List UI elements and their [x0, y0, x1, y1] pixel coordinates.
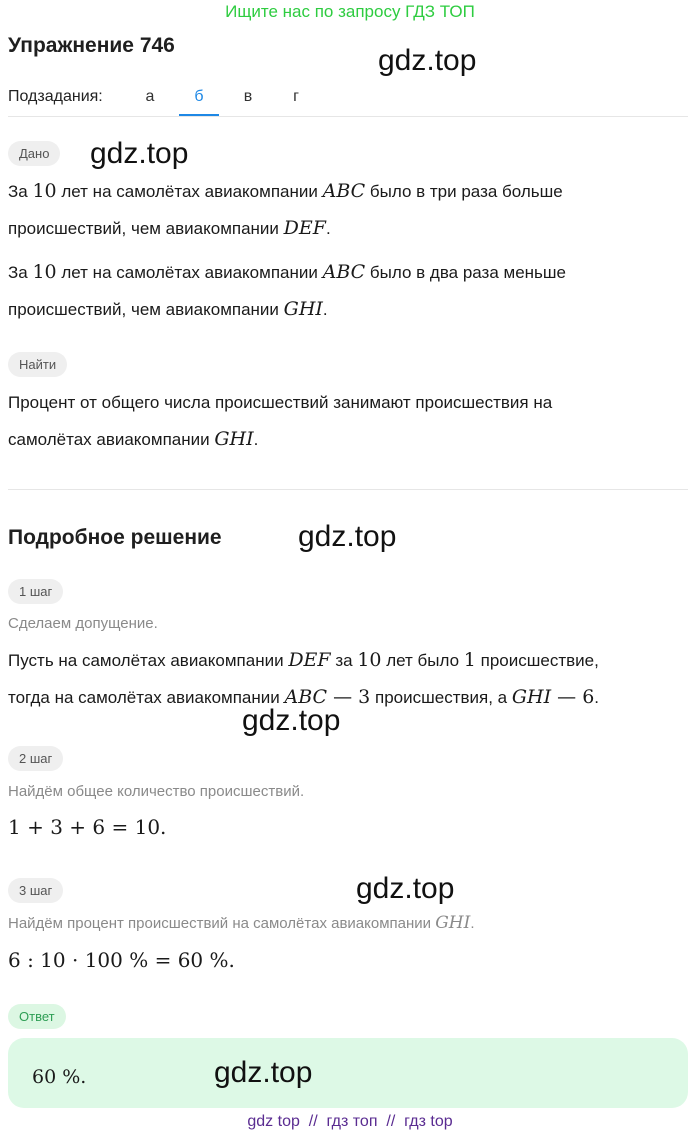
watermark: gdz.top	[242, 704, 341, 737]
step1-text: Пусть на самолётах авиакомпании DEF за 10 лет было 1 происшествие, тогда на самолётах авиакомпании ABC — 3 происшествия, а GHI — 6.	[8, 649, 600, 708]
find-badge: Найти	[8, 352, 67, 377]
subtask-tab-a[interactable]: а	[145, 88, 155, 105]
step3-formula: 6 : 10 · 100 % = 60 %.	[8, 948, 235, 972]
answer-box	[8, 1038, 688, 1108]
given-paragraph-1: За 10 лет на самолётах авиакомпании ABC было в три раза больше происшествий, чем авиакомпании DEF.	[8, 180, 563, 239]
top-banner: Ищите нас по запросу ГДЗ ТОП	[225, 2, 475, 21]
answer-badge: Ответ	[8, 1004, 66, 1029]
step3-hint: Найдём процент происшествий на самолётах авиакомпании GHI.	[8, 913, 475, 933]
watermark: gdz.top	[356, 872, 455, 905]
subtask-tab-b[interactable]: б	[179, 85, 219, 116]
subtasks-bar	[8, 85, 688, 117]
answer-value: 60 %.	[32, 1066, 87, 1088]
step2-formula: 1 + 3 + 6 = 10.	[8, 815, 167, 839]
step2-badge: 2 шаг	[8, 746, 63, 771]
step1-badge: 1 шаг	[8, 579, 63, 604]
watermark: gdz.top	[298, 520, 397, 553]
step2-hint: Найдём общее количество происшествий.	[8, 783, 305, 800]
step1-hint: Сделаем допущение.	[8, 615, 158, 632]
given-paragraph-2: За 10 лет на самолётах авиакомпании ABC было в два раза меньше происшествий, чем авиакомпании GHI.	[8, 261, 567, 320]
subtasks-label: Подзадания:	[8, 88, 103, 105]
section-divider	[8, 489, 688, 490]
given-badge: Дано	[8, 141, 60, 166]
footer-links[interactable]: gdz top // гдз топ // гдз top	[247, 1113, 453, 1130]
page-title: Упражнение 746	[8, 34, 175, 57]
subtask-tab-g[interactable]: г	[293, 88, 299, 105]
find-paragraph: Процент от общего числа происшествий занимают происшествия на самолётах авиакомпании GHI.	[8, 393, 553, 450]
watermark: gdz.top	[90, 137, 189, 170]
step3-badge: 3 шаг	[8, 878, 63, 903]
subtask-tab-v[interactable]: в	[243, 88, 253, 105]
watermark: gdz.top	[214, 1056, 313, 1089]
watermark: gdz.top	[378, 44, 477, 77]
solution-title: Подробное решение	[8, 526, 222, 549]
